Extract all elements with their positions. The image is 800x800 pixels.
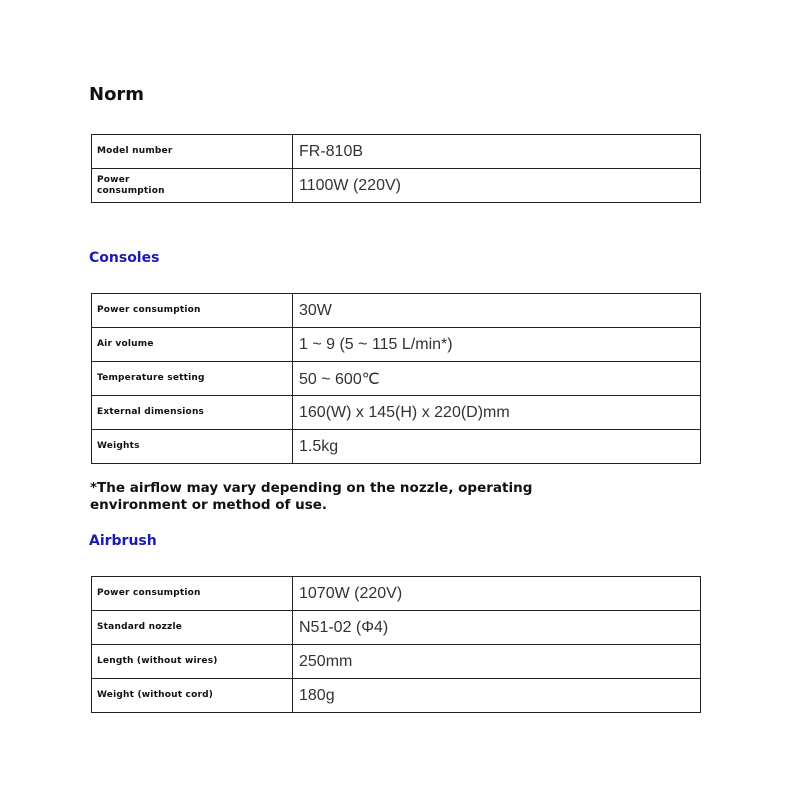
row-label: Power consumption: [92, 577, 293, 611]
consoles-heading: Consoles: [89, 250, 160, 266]
airbrush-heading: Airbrush: [89, 533, 157, 549]
row-label: Length (without wires): [92, 645, 293, 679]
table-row: [92, 679, 701, 713]
row-label: Weight (without cord): [92, 679, 293, 713]
norm-heading: Norm: [89, 84, 145, 105]
airbrush-spec-table: [91, 576, 701, 713]
table-row: [92, 362, 701, 396]
row-label: Temperature setting: [92, 362, 293, 396]
table-row: [92, 645, 701, 679]
row-label: Weights: [92, 430, 293, 464]
table-row: [92, 611, 701, 645]
table-row: [92, 294, 701, 328]
row-value: 180g: [293, 679, 701, 713]
row-value: 1100W (220V): [293, 169, 701, 203]
row-value: 160(W) x 145(H) x 220(D)mm: [293, 396, 701, 430]
row-value: 250mm: [293, 645, 701, 679]
row-value: FR-810B: [293, 135, 701, 169]
row-label: Power consumption: [92, 169, 293, 203]
row-label: Air volume: [92, 328, 293, 362]
airflow-footnote: *The airflow may vary depending on the nozzle, operating environment or method of use.: [90, 480, 533, 513]
table-row: [92, 430, 701, 464]
row-label: Power consumption: [92, 294, 293, 328]
row-label: Standard nozzle: [92, 611, 293, 645]
table-row: [92, 328, 701, 362]
norm-spec-table: [91, 134, 701, 203]
table-row: [92, 135, 701, 169]
row-value: 1.5kg: [293, 430, 701, 464]
row-value: 1 ~ 9 (5 ~ 115 L/min*): [293, 328, 701, 362]
row-value: 50 ~ 600℃: [293, 362, 701, 396]
table-row: [92, 396, 701, 430]
row-label: External dimensions: [92, 396, 293, 430]
table-row: [92, 169, 701, 203]
row-value: 1070W (220V): [293, 577, 701, 611]
row-label: Model number: [92, 135, 293, 169]
table-row: [92, 577, 701, 611]
row-value: 30W: [293, 294, 701, 328]
row-value: N51-02 (Φ4): [293, 611, 701, 645]
consoles-spec-table: [91, 293, 701, 464]
